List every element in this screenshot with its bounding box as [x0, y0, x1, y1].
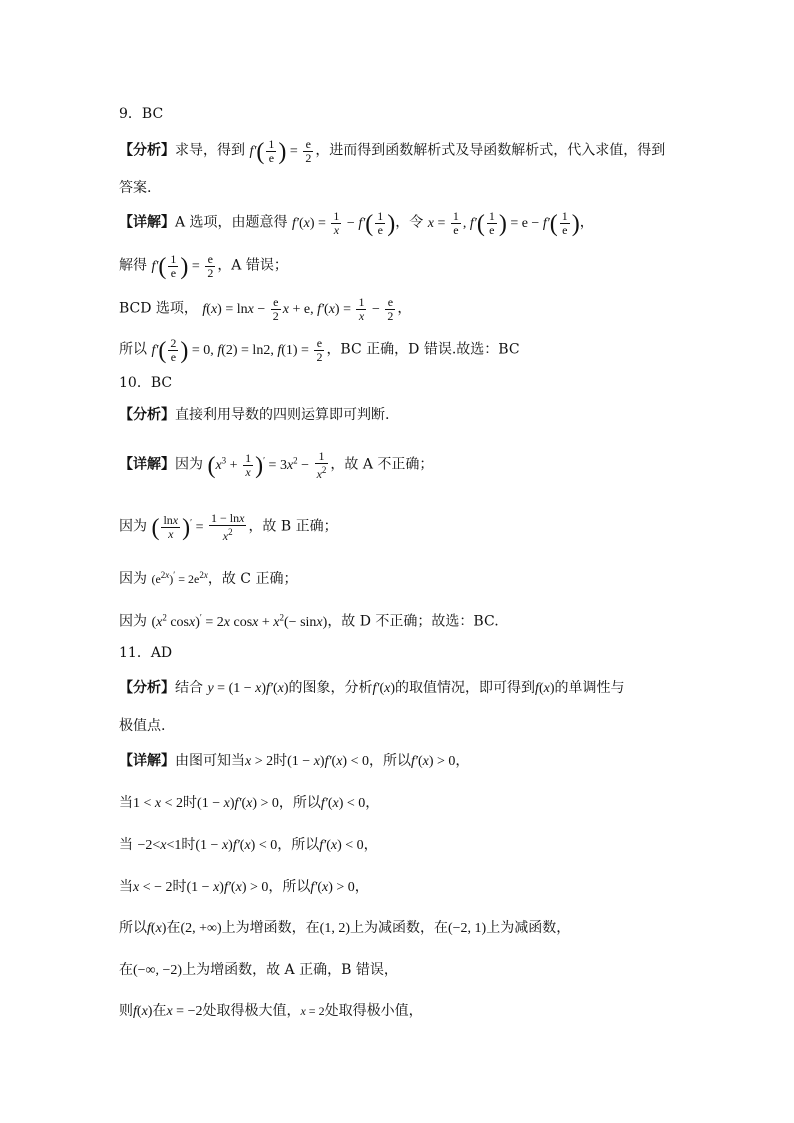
analysis-tag: 【分析】	[119, 680, 175, 696]
formula: $(e^{2x})' = 2e^{2x}$	[151, 570, 208, 586]
formula: f′( $\frac{1}{e}$ ) = $\frac{e}{2}$	[249, 137, 312, 165]
q10-heading: 10．BC	[119, 375, 173, 391]
formula: f′( $\frac{2}{e}$ ) = 0, f(2) = ln2, f(1) = $\frac{e}{2}$	[151, 336, 323, 364]
q11-detail-6: 在(−∞, −2)上为增函数，故 A 正确，B 错误，	[119, 962, 398, 978]
q10-detail-1: 【详解】因为 ($x^3$ + $\frac{1}{x}$ )$' = 3x^2$ − $\frac{1}{x^2}$ ，故 A 不正确；	[119, 449, 434, 481]
q9-detail-1: 【详解】A 选项，由题意得 f′(x) = $\frac{1}{x}$ − f′( $\frac{1}{e}$ )，令 x = $\frac{1}{e}$ , f′( $\frac{1}{e}$ ) = e − f′( $\frac{1}{e}$ )，	[119, 209, 594, 237]
q10-detail-3: 因为 $(e^{2x})' = 2e^{2x}$，故 C 正确；	[119, 570, 298, 587]
q9-analysis-cont: 答案.	[119, 180, 152, 196]
analysis-tag: 【分析】	[119, 142, 175, 159]
q11-detail-4: 当x < − 2时(1 − x)f′(x) > 0，所以f′(x) > 0，	[119, 879, 369, 895]
q9-detail-3: BCD 选项， f(x) = lnx − $\frac{e}{2}$ x + e, f′(x) = $\frac{1}{x}$ − $\frac{e}{2}$ ，	[119, 295, 412, 323]
q11-analysis: 【分析】结合 y = (1 − x)f′(x)的图象，分析f′(x)的取值情况，即可得到f(x)的单调性与	[119, 680, 625, 696]
formula: f′(x)	[372, 681, 396, 696]
q11-detail-5: 所以f(x)在(2, +∞)上为增函数，在(1, 2)上为减函数，在(−2, 1)上为减函数，	[119, 920, 571, 936]
q9-analysis: 【分析】求导，得到 f′( $\frac{1}{e}$ ) = $\frac{e}{2}$ ，进而得到函数解析式及导函数解析式，代入求值，得到	[119, 137, 666, 165]
q10-detail-2: 因为 ( $\frac{\ln x}{x}$ )′ = $\frac{1 - \ln x}{x^2}$ ，故 B 正确；	[119, 511, 338, 543]
formula: f′(x) = $\frac{1}{x}$ − f′( $\frac{1}{e}$ )	[292, 209, 396, 237]
formula: ($x^3$ + $\frac{1}{x}$ )$' = 3x^2$ − $\frac{1}{x^2}$	[207, 449, 327, 481]
detail-tag: 【详解】	[119, 753, 175, 769]
detail-tag: 【详解】	[119, 456, 175, 473]
formula: y = (1 − x)f′(x)	[207, 681, 289, 696]
q9-detail-4: 所以 f′( $\frac{2}{e}$ ) = 0, f(2) = ln2, f(1) = $\frac{e}{2}$ ，BC 正确，D 错误.故选：BC	[119, 336, 520, 364]
detail-tag: 【详解】	[119, 214, 175, 231]
formula: f′( $\frac{1}{e}$ ) = $\frac{e}{2}$	[151, 252, 214, 280]
analysis-tag: 【分析】	[119, 407, 175, 423]
q11-detail-3: 当 −2<x<1时(1 − x)f′(x) < 0，所以f′(x) < 0，	[119, 837, 378, 853]
formula: f(x)	[535, 681, 555, 696]
formula: x = $\frac{1}{e}$ , f′( $\frac{1}{e}$ ) = e − f′( $\frac{1}{e}$ )	[427, 209, 580, 237]
formula: ($x^2$ cosx)′ = 2x $\cos x + x^2(- \sin x)$	[151, 612, 328, 630]
formula: f(x) = lnx − $\frac{e}{2}$ x + e, f′(x) = $\frac{1}{x}$ − $\frac{e}{2}$	[202, 295, 394, 323]
q11-detail-7: 则f(x)在x = −2处取得极大值，x = 2处取得极小值，	[119, 1003, 423, 1019]
q11-detail-2: 当1 < x < 2时(1 − x)f′(x) > 0，所以f′(x) < 0，	[119, 795, 380, 811]
q11-detail-1: 【详解】由图可知当x > 2时(1 − x)f′(x) < 0，所以f′(x) > 0，	[119, 753, 470, 769]
q11-analysis-cont: 极值点.	[119, 718, 166, 734]
q10-analysis: 【分析】直接利用导数的四则运算即可判断.	[119, 407, 390, 423]
q9-heading: 9．BC	[119, 106, 164, 122]
q9-detail-2: 解得 f′( $\frac{1}{e}$ ) = $\frac{e}{2}$ ，A 错误；	[119, 252, 288, 280]
q10-detail-4: 因为 ($x^2$ cosx)′ = 2x $\cos x + x^2(- \sin x)$，故 D 不正确；故选：BC.	[119, 612, 499, 630]
q11-heading: 11．AD	[119, 645, 173, 661]
formula: ( $\frac{\ln x}{x}$ )′ = $\frac{1 - \ln x}{x^2}$	[151, 511, 245, 543]
